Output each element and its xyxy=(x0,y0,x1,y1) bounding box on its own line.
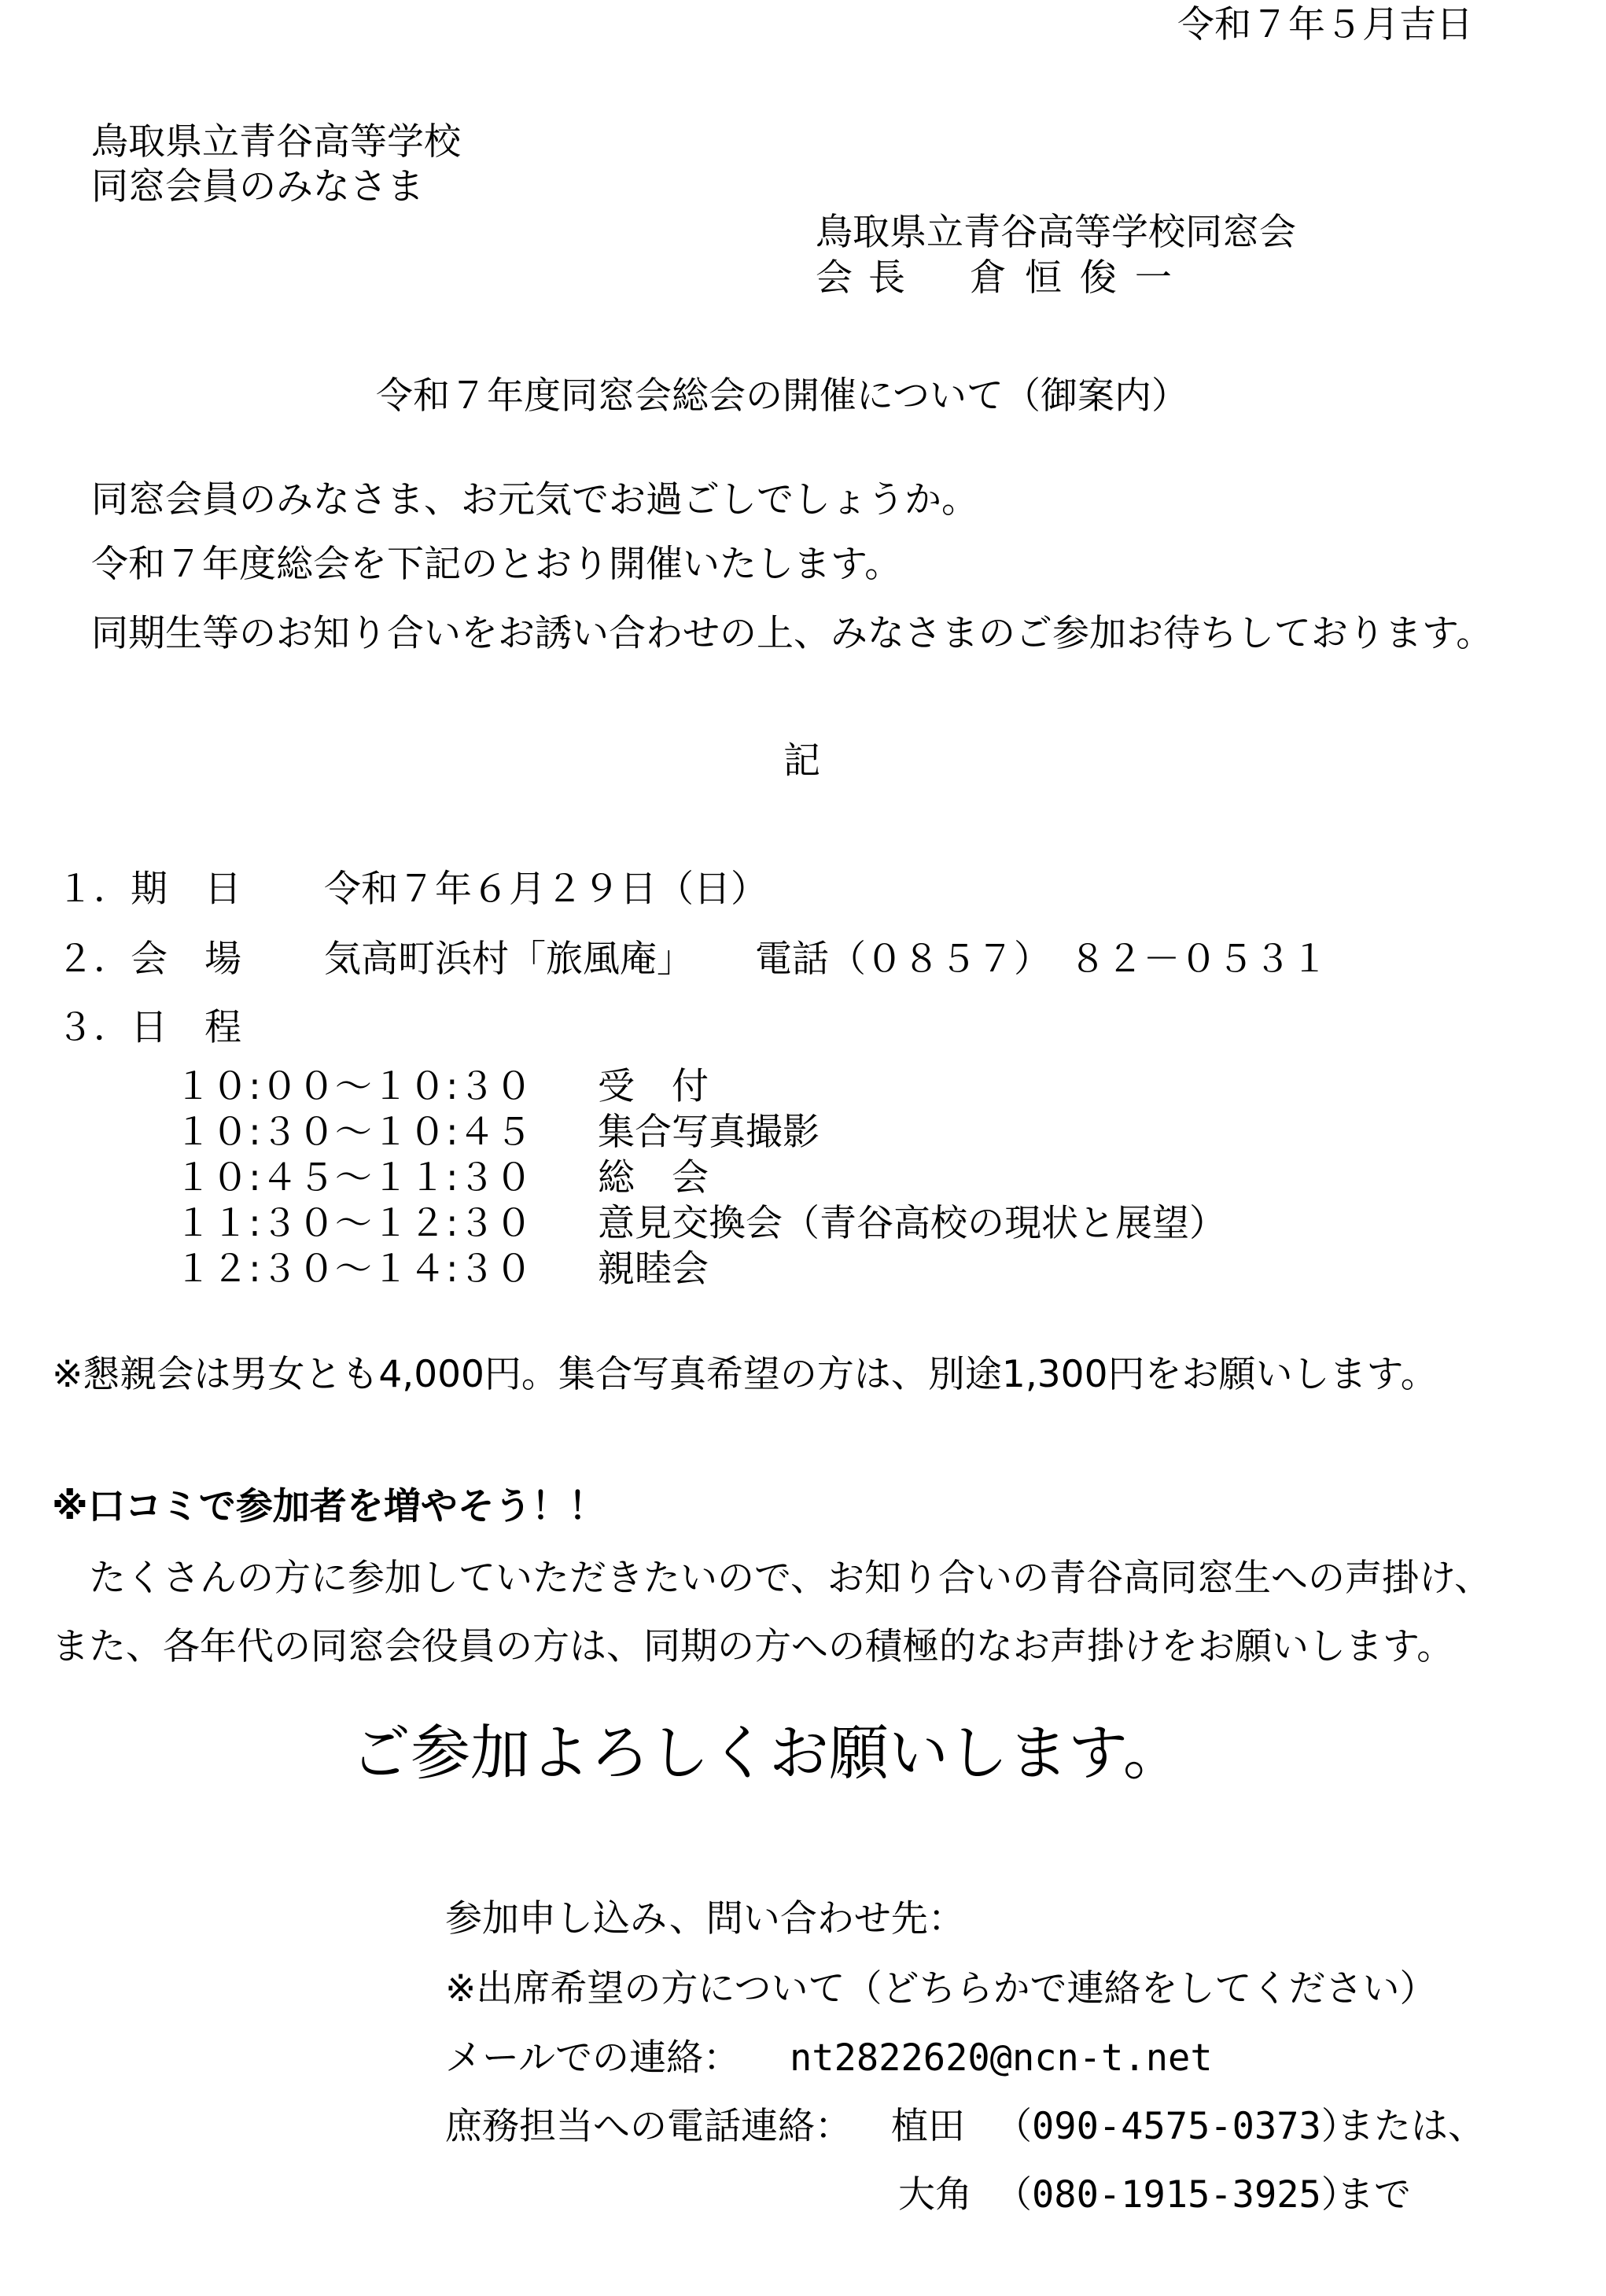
email-label: メールでの連絡： xyxy=(445,2036,741,2080)
contact-note: ※出席希望の方について（どちらかで連絡をしてください） xyxy=(445,1967,1437,2010)
recipient-school: 鳥取県立青谷高等学校 xyxy=(91,120,461,164)
schedule-label: ３．日 程 xyxy=(57,1006,241,1049)
schedule-event: 意見交換会（青谷高校の現状と展望） xyxy=(598,1202,1226,1245)
schedule-event: 受 付 xyxy=(598,1065,709,1108)
contact-email[interactable]: nt2822620@ncn-t.net xyxy=(790,2036,1213,2080)
body-line: 令和７年度総会を下記のとおり開催いたします。 xyxy=(91,543,902,586)
schedule-time: １０:４５～１１:３０ xyxy=(175,1156,532,1200)
date-value: 令和７年６月２９日（日） xyxy=(324,868,768,911)
schedule-time: １１:３０～１２:３０ xyxy=(175,1202,532,1245)
contact-phone: （090-4575-0373） xyxy=(995,2105,1358,2148)
venue-phone: 電話（０８５７） ８２－０５３１ xyxy=(755,938,1328,981)
body-line: 同期生等のお知り合いをお誘い合わせの上、みなさまのご参加お待ちしております。 xyxy=(91,612,1494,655)
contact-phone: （080-1915-3925） xyxy=(995,2173,1358,2217)
word-of-mouth-heading: ※口コミで参加者を増やそう！！ xyxy=(52,1485,606,1528)
contact-suffix: まで xyxy=(1337,2173,1411,2217)
closing-message: ご参加よろしくお願いします。 xyxy=(351,1718,1183,1788)
contact-heading: 参加申し込み、問い合わせ先： xyxy=(445,1897,965,1940)
schedule-time: １０:３０～１０:４５ xyxy=(175,1111,532,1154)
contact-suffix: または、 xyxy=(1337,2105,1485,2148)
contact-person: 植田 xyxy=(891,2105,965,2148)
sender-title: 会長 xyxy=(816,256,921,300)
phone-label: 庶務担当への電話連絡： xyxy=(445,2105,852,2148)
schedule-event: 集合写真撮影 xyxy=(598,1111,820,1154)
sender-organization: 鳥取県立青谷高等学校同窓会 xyxy=(816,211,1296,254)
ki-heading: 記 xyxy=(783,739,820,783)
document-date: 令和７年５月吉日 xyxy=(1177,3,1473,46)
schedule-event: 親睦会 xyxy=(598,1248,709,1291)
fee-note: ※懇親会は男女とも4,000円。集合写真希望の方は、別途1,300円をお願いします。 xyxy=(52,1353,1438,1396)
body-line: 同窓会員のみなさま、お元気でお過ごしでしょうか。 xyxy=(91,478,978,521)
word-of-mouth-line: たくさんの方に参加していただきたいので、お知り合いの青谷高同窓生への声掛け、 xyxy=(52,1557,1492,1600)
recipient-members: 同窓会員のみなさま xyxy=(91,165,424,208)
schedule-time: １０:００～１０:３０ xyxy=(175,1065,532,1108)
venue-value: 気高町浜村「旅風庵」 xyxy=(324,938,694,981)
schedule-event: 総 会 xyxy=(598,1156,709,1200)
date-label: １．期 日 xyxy=(57,868,241,911)
venue-label: ２．会 場 xyxy=(57,938,241,981)
contact-person: 大角 xyxy=(898,2173,972,2217)
word-of-mouth-line: また、各年代の同窓会役員の方は、同期の方への積極的なお声掛けをお願いします。 xyxy=(52,1625,1454,1668)
document-subject: 令和７年度同窓会総会の開催について（御案内） xyxy=(376,374,1189,418)
schedule-time: １２:３０～１４:３０ xyxy=(175,1248,532,1291)
sender-name: 倉 恒 俊 一 xyxy=(970,256,1175,300)
